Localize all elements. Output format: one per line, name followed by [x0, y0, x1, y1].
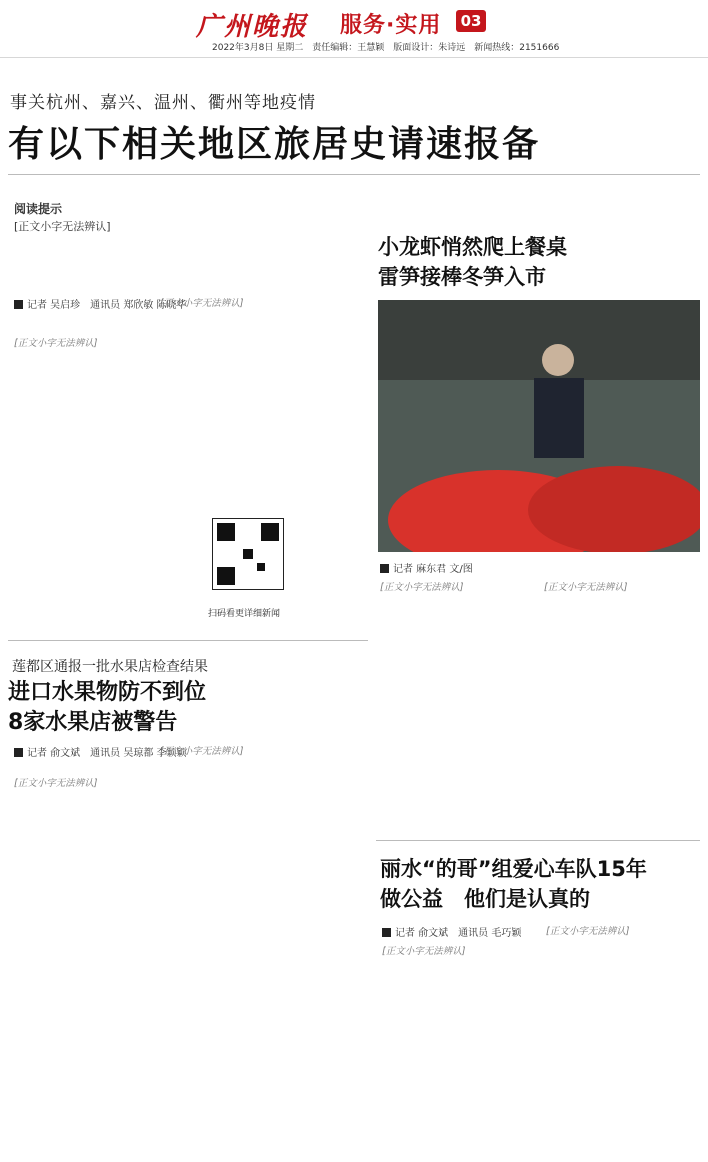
brief-label: 阅读提示	[14, 202, 63, 216]
fruit-headline: 进口水果物防不到位 8家水果店被警告	[8, 680, 207, 735]
charity-body-col1: [正文小字无法辨认]	[382, 946, 466, 957]
qr-caption: 扫码看更详细新闻	[208, 609, 281, 619]
lead-body-col1: [正文小字无法辨认]	[14, 338, 98, 349]
divider	[8, 640, 368, 641]
fruit-body-col1: [正文小字无法辨认]	[14, 778, 98, 789]
page-number-badge: 03	[456, 10, 486, 32]
charity-byline: 记者 俞文斌 通讯员 毛巧颖	[382, 924, 521, 939]
dateline: 2022年3月8日 星期二 责任编辑：王慧颖 版面设计：朱诗远 新闻热线：2151666	[212, 43, 560, 53]
square-marker-icon	[382, 928, 391, 937]
shrimp-headline: 小龙虾悄然爬上餐桌 雷笋接棒冬笋入市	[378, 235, 567, 289]
brief-text: [正文小字无法辨认]	[14, 220, 111, 233]
lead-kicker: 事关杭州、嘉兴、温州、衢州等地疫情	[10, 93, 316, 113]
fruit-body-col2: [正文小字无法辨认]	[160, 746, 244, 757]
qr-code-icon[interactable]	[212, 518, 284, 590]
lead-body-col2: [正文小字无法辨认]	[160, 298, 244, 309]
divider	[8, 174, 700, 175]
photo-caption: 记者 麻东君 文/图	[380, 560, 473, 575]
section-title: 服务·实用	[340, 13, 442, 38]
fruit-byline: 记者 俞文斌 通讯员 吴琼都 李颖颖	[14, 744, 187, 759]
lead-headline: 有以下相关地区旅居史请速报备	[8, 124, 541, 165]
shrimp-body-col1: [正文小字无法辨认]	[380, 582, 464, 593]
masthead	[0, 0, 708, 58]
charity-headline: 丽水“的哥”组爱心车队15年 做公益 他们是认真的	[380, 857, 647, 911]
fruit-kicker: 莲都区通报一批水果店检查结果	[12, 659, 208, 675]
charity-body-col2: [正文小字无法辨认]	[546, 926, 630, 937]
lead-byline: 记者 吴启珍 通讯员 郑欣敏 陈晓华	[14, 296, 187, 311]
square-marker-icon	[14, 748, 23, 757]
divider	[376, 840, 700, 841]
shrimp-market-photo	[378, 300, 700, 552]
shrimp-body-col2: [正文小字无法辨认]	[544, 582, 628, 593]
newspaper-logo: 广州晚报	[196, 12, 309, 42]
square-marker-icon	[14, 300, 23, 309]
square-marker-icon	[380, 564, 389, 573]
